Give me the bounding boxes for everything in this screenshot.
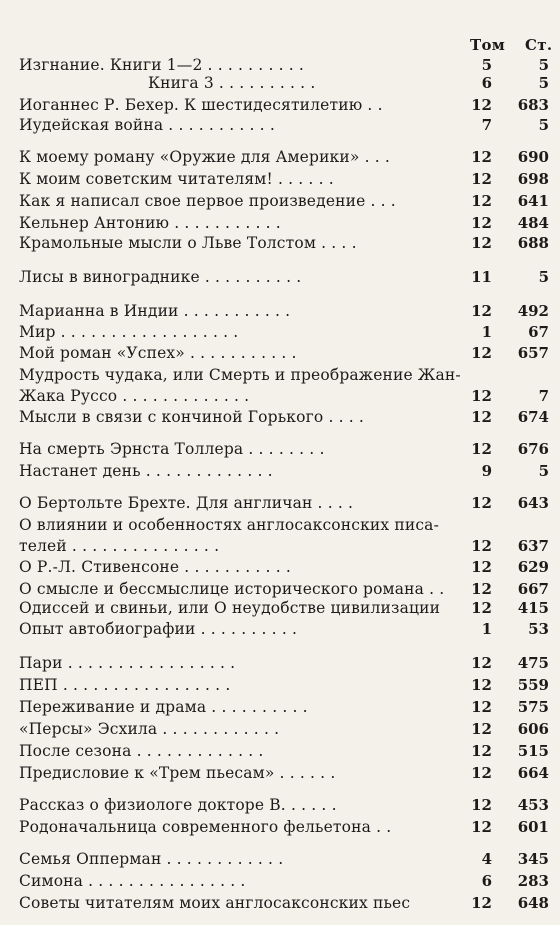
- entry-page: 5: [538, 56, 549, 74]
- entry-volume: 1: [481, 323, 492, 341]
- entry-page: 5: [538, 462, 549, 480]
- entry-title-line: Мудрость чудака, или Смерть и преображение Жан-: [19, 366, 461, 384]
- entry-volume: 12: [471, 440, 492, 458]
- entry-page: 415: [517, 599, 549, 617]
- entry-page: 606: [517, 720, 549, 738]
- entry-volume: 12: [471, 599, 492, 617]
- entry-title-line: Как я написал свое первое произведение . . .: [19, 192, 396, 210]
- entry-title-line: «Персы» Эсхила . . . . . . . . . . . .: [19, 720, 280, 738]
- entry-page: 5: [538, 268, 549, 286]
- entry-volume: 4: [481, 850, 492, 868]
- entry-volume: 6: [481, 872, 492, 890]
- entry-page: 698: [517, 170, 549, 188]
- entry-title-line: О Р.-Л. Стивенсоне . . . . . . . . . . .: [19, 558, 291, 576]
- entry-title-line: Пари . . . . . . . . . . . . . . . . .: [19, 654, 236, 672]
- volume-column-header: Том: [470, 36, 506, 54]
- entry-volume: 12: [471, 214, 492, 232]
- entry-title-line: К моему роману «Оружие для Америки» . . .: [19, 148, 390, 166]
- entry-page: 5: [538, 116, 549, 134]
- entry-volume: 12: [471, 96, 492, 114]
- entry-page: 674: [517, 408, 549, 426]
- entry-volume: 12: [471, 408, 492, 426]
- entry-volume: 6: [481, 74, 492, 92]
- entry-volume: 12: [471, 894, 492, 912]
- entry-page: 601: [517, 818, 549, 836]
- entry-title-line: На смерть Эрнста Толлера . . . . . . . .: [19, 440, 325, 458]
- entry-page: 637: [517, 537, 549, 555]
- entry-volume: 12: [471, 818, 492, 836]
- entry-volume: 7: [481, 116, 492, 134]
- entry-title-line: К моим советским читателям! . . . . . .: [19, 170, 334, 188]
- entry-title-line: Лисы в винограднике . . . . . . . . . .: [19, 268, 302, 286]
- entry-title-line: Советы читателям моих англосаксонских пьес: [19, 894, 411, 912]
- entry-page: 283: [517, 872, 549, 890]
- page-column-header: Ст.: [525, 36, 553, 54]
- entry-page: 559: [517, 676, 549, 694]
- entry-volume: 12: [471, 796, 492, 814]
- entry-title-line: Изгнание. Книги 1—2 . . . . . . . . . .: [19, 56, 305, 74]
- entry-title-line: Книга 3 . . . . . . . . . .: [148, 74, 316, 92]
- entry-title-line: Мир . . . . . . . . . . . . . . . . . .: [19, 323, 239, 341]
- entry-page: 453: [517, 796, 549, 814]
- entry-page: 345: [517, 850, 549, 868]
- entry-title-line: Рассказ о физиологе докторе В. . . . . .: [19, 796, 337, 814]
- entry-title-line: Настанет день . . . . . . . . . . . . .: [19, 462, 273, 480]
- entry-title-line: После сезона . . . . . . . . . . . . .: [19, 742, 264, 760]
- entry-page: 475: [517, 654, 549, 672]
- entry-volume: 12: [471, 764, 492, 782]
- entry-title-line: О смысле и бессмыслице исторического романа . .: [19, 580, 445, 598]
- entry-page: 664: [517, 764, 549, 782]
- entry-title-line: Родоначальница современного фельетона . .: [19, 818, 392, 836]
- entry-page: 657: [517, 344, 549, 362]
- entry-page: 629: [517, 558, 549, 576]
- entry-page: 5: [538, 74, 549, 92]
- entry-page: 575: [517, 698, 549, 716]
- entry-title-line: Опыт автобиографии . . . . . . . . . .: [19, 620, 298, 638]
- entry-volume: 12: [471, 234, 492, 252]
- entry-title-line: Жака Руссо . . . . . . . . . . . . .: [19, 387, 250, 405]
- entry-title-line: О Бертольте Брехте. Для англичан . . . .: [19, 494, 354, 512]
- entry-volume: 12: [471, 302, 492, 320]
- entry-title-line: Крамольные мысли о Льве Толстом . . . .: [19, 234, 357, 252]
- entry-title-line: Мой роман «Успех» . . . . . . . . . . .: [19, 344, 297, 362]
- entry-title-line: Марианна в Индии . . . . . . . . . . .: [19, 302, 291, 320]
- entry-volume: 12: [471, 580, 492, 598]
- entry-volume: 12: [471, 192, 492, 210]
- entry-volume: 12: [471, 742, 492, 760]
- entry-page: 53: [528, 620, 549, 638]
- entry-title-line: Симона . . . . . . . . . . . . . . . .: [19, 872, 246, 890]
- entry-title-line: Мысли в связи с кончиной Горького . . . .: [19, 408, 364, 426]
- entry-volume: 5: [481, 56, 492, 74]
- entry-volume: 12: [471, 720, 492, 738]
- entry-page: 690: [517, 148, 549, 166]
- entry-page: 683: [517, 96, 549, 114]
- entry-volume: 12: [471, 387, 492, 405]
- entry-page: 688: [517, 234, 549, 252]
- entry-page: 515: [517, 742, 549, 760]
- entry-title-line: Одиссей и свиньи, или О неудобстве цивилизации: [19, 599, 441, 617]
- entry-title-line: Предисловие к «Трем пьесам» . . . . . .: [19, 764, 336, 782]
- entry-volume: 12: [471, 676, 492, 694]
- entry-title-line: телей . . . . . . . . . . . . . . .: [19, 537, 220, 555]
- entry-volume: 12: [471, 344, 492, 362]
- entry-volume: 12: [471, 698, 492, 716]
- entry-title-line: Иудейская война . . . . . . . . . . .: [19, 116, 275, 134]
- entry-page: 492: [517, 302, 549, 320]
- entry-page: 643: [517, 494, 549, 512]
- entry-volume: 12: [471, 654, 492, 672]
- entry-title-line: ПЕП . . . . . . . . . . . . . . . . .: [19, 676, 231, 694]
- entry-page: 667: [517, 580, 549, 598]
- entry-volume: 12: [471, 170, 492, 188]
- entry-volume: 9: [481, 462, 492, 480]
- entry-title-line: О влиянии и особенностях англосаксонских писа-: [19, 516, 439, 534]
- entry-page: 641: [517, 192, 549, 210]
- entry-title-line: Кельнер Антонию . . . . . . . . . . .: [19, 214, 281, 232]
- entry-volume: 12: [471, 494, 492, 512]
- entry-title-line: Переживание и драма . . . . . . . . . .: [19, 698, 308, 716]
- entry-volume: 12: [471, 148, 492, 166]
- entry-page: 648: [517, 894, 549, 912]
- entry-title-line: Иоганнес Р. Бехер. К шестидесятилетию . .: [19, 96, 383, 114]
- entry-page: 7: [538, 387, 549, 405]
- entry-title-line: Семья Опперман . . . . . . . . . . . .: [19, 850, 284, 868]
- entry-page: 67: [528, 323, 549, 341]
- entry-page: 484: [517, 214, 549, 232]
- entry-volume: 11: [471, 268, 492, 286]
- entry-page: 676: [517, 440, 549, 458]
- entry-volume: 1: [481, 620, 492, 638]
- entry-volume: 12: [471, 537, 492, 555]
- entry-volume: 12: [471, 558, 492, 576]
